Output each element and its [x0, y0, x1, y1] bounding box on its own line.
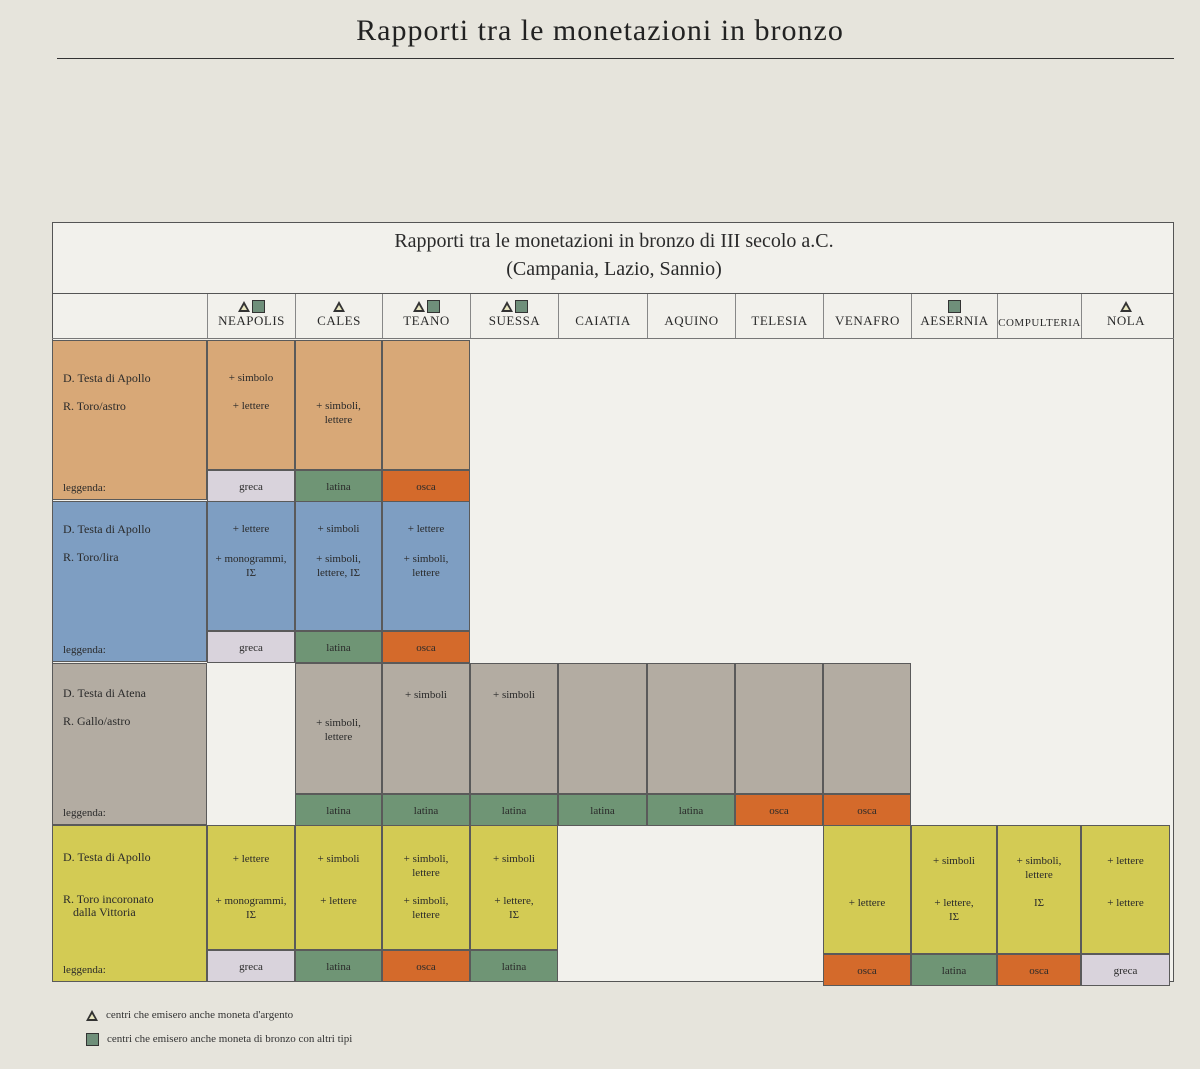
coin-cell: [558, 663, 647, 794]
header-row-rule: [52, 338, 1174, 339]
cell-text: + simboli,: [403, 895, 449, 907]
header-rule: [57, 58, 1174, 59]
legend-label: leggenda:: [63, 964, 106, 976]
column-name: VENAFRO: [835, 313, 900, 328]
cell-text: + simboli,: [1016, 855, 1062, 867]
legend-latina: latina: [558, 794, 647, 826]
triangle-icon: [333, 301, 345, 312]
legend-label: leggenda:: [63, 807, 106, 819]
legend-latina: latina: [295, 631, 382, 663]
coin-cell: [207, 825, 295, 950]
coin-cell: [295, 663, 382, 794]
cell-text: lettere: [324, 414, 353, 426]
coin-cell: [295, 825, 382, 950]
column-name: COMPULTERIA: [998, 317, 1081, 329]
legend-latina: latina: [470, 950, 558, 982]
coin-cell: [382, 663, 470, 794]
row-label: [52, 825, 207, 982]
cell-text: + lettere: [1107, 897, 1144, 909]
legend-greca: greca: [1081, 954, 1170, 986]
triangle-icon: [413, 301, 425, 312]
reverse-label-line2: dalla Vittoria: [73, 905, 136, 919]
legend-label: leggenda:: [63, 482, 106, 494]
cell-text: + simboli: [933, 855, 975, 867]
coin-cell: [470, 663, 558, 794]
coin-cell: [823, 825, 911, 954]
obverse-label: D. Testa di Apollo: [63, 850, 151, 864]
coin-cell: [382, 340, 470, 470]
cell-text: + lettere: [1107, 855, 1144, 867]
column-header: [823, 294, 911, 338]
coin-cell: [1081, 825, 1170, 954]
cell-text: + lettere,: [494, 895, 534, 907]
legend-greca: greca: [207, 950, 295, 982]
reverse-label: R. Toro incoronato: [63, 892, 154, 906]
cell-text: + simboli: [317, 853, 360, 865]
coin-cell: [207, 340, 295, 470]
legend-latina: latina: [295, 470, 382, 502]
legend-latina: latina: [911, 954, 997, 986]
legend-osca: osca: [823, 954, 911, 986]
cell-text: + simboli,: [403, 553, 449, 565]
legend-latina: latina: [295, 794, 382, 826]
column-name: SUESSA: [488, 313, 541, 328]
column-name: NOLA: [1106, 313, 1146, 328]
cell-text: + simboli: [317, 523, 360, 535]
column-header: [470, 294, 558, 338]
column-name: CALES: [317, 313, 361, 328]
cell-text: + lettere: [232, 400, 270, 412]
cell-text: lettere: [412, 909, 440, 921]
column-header: [558, 294, 647, 338]
cell-text: + simboli,: [403, 853, 449, 865]
cell-text: IΣ: [245, 909, 257, 921]
column-header: [911, 294, 997, 338]
cell-text: + simboli: [405, 689, 447, 701]
legend-greca: greca: [207, 470, 295, 502]
cell-text: lettere: [412, 567, 440, 579]
footnote-text: centri che emisero anche moneta di bronzo con altri tipi: [107, 1033, 353, 1045]
coin-cell: [997, 825, 1081, 954]
coin-cell: [823, 663, 911, 794]
cell-text: + simbolo: [228, 372, 274, 384]
cell-text: lettere: [1025, 869, 1053, 881]
legend-latina: latina: [470, 794, 558, 826]
square-icon: [427, 300, 440, 313]
column-header: [295, 294, 382, 338]
coin-cell: [382, 825, 470, 950]
column-name: TEANO: [403, 313, 450, 328]
square-icon: [948, 300, 961, 313]
row-label: [52, 663, 207, 825]
column-header: [735, 294, 823, 338]
cell-text: + lettere: [232, 853, 270, 865]
coin-cell: [735, 663, 823, 794]
cell-text: + simboli,: [316, 717, 361, 729]
column-header: [382, 294, 470, 338]
square-icon: [86, 1033, 99, 1046]
obverse-label: D. Testa di Atena: [63, 686, 146, 700]
reverse-label: R. Toro/astro: [63, 399, 126, 413]
cell-text: + monogrammi,: [215, 895, 287, 907]
cell-text: + lettere: [320, 895, 357, 907]
legend-osca: osca: [382, 631, 470, 663]
coin-cell: [295, 501, 382, 631]
table-title-line1: Rapporti tra le monetazioni in bronzo di III secolo a.C.: [394, 230, 834, 252]
triangle-icon: [86, 1010, 98, 1021]
coin-cell: [295, 340, 382, 470]
coin-cell: [207, 501, 295, 631]
reverse-label: R. Gallo/astro: [63, 714, 131, 728]
cell-text: IΣ: [1033, 897, 1045, 909]
legend-osca: osca: [823, 794, 911, 826]
column-header: [1081, 294, 1170, 338]
legend-osca: osca: [382, 470, 470, 502]
coin-cell: [470, 825, 558, 950]
cell-text: lettere, IΣ: [316, 567, 361, 579]
footnote-silver: [86, 1008, 293, 1021]
legend-label: leggenda:: [63, 644, 106, 656]
legend-latina: latina: [295, 950, 382, 982]
legend-latina: latina: [382, 794, 470, 826]
cell-text: + simboli,: [316, 553, 361, 565]
legend-osca: osca: [735, 794, 823, 826]
column-header: [207, 294, 295, 338]
cell-text: lettere: [412, 867, 440, 879]
footnote-text: centri che emisero anche moneta d'argento: [106, 1008, 294, 1021]
cell-text: + monogrammi,: [215, 553, 287, 565]
obverse-label: D. Testa di Apollo: [63, 522, 151, 536]
footnote-bronze: [86, 1032, 352, 1046]
page-header: Rapporti tra le monetazioni in bronzo: [356, 14, 844, 47]
cell-text: + simboli: [493, 689, 535, 701]
reverse-label: R. Toro/lira: [63, 550, 119, 564]
cell-text: IΣ: [948, 911, 960, 923]
row-label: [52, 340, 207, 500]
legend-osca: osca: [382, 950, 470, 982]
cell-text: IΣ: [508, 909, 520, 921]
table-title-line2: (Campania, Lazio, Sannio): [506, 258, 722, 280]
cell-text: + simboli: [493, 853, 535, 865]
square-icon: [515, 300, 528, 313]
column-header: [997, 294, 1081, 338]
table-title: [54, 227, 1174, 283]
legend-latina: latina: [647, 794, 735, 826]
obverse-label: D. Testa di Apollo: [63, 371, 151, 385]
column-name: CAIATIA: [575, 313, 631, 328]
coin-cell: [382, 501, 470, 631]
cell-text: + lettere: [407, 523, 445, 535]
column-header: [647, 294, 735, 338]
triangle-icon: [238, 301, 250, 312]
cell-text: lettere: [324, 731, 353, 743]
coin-cell: [911, 825, 997, 954]
cell-text: + lettere: [232, 523, 270, 535]
cell-text: IΣ: [245, 567, 257, 579]
square-icon: [252, 300, 265, 313]
triangle-icon: [501, 301, 513, 312]
column-marks: [998, 299, 1081, 315]
legend-osca: osca: [997, 954, 1081, 986]
cell-text: + lettere,: [934, 897, 974, 909]
column-name: AESERNIA: [920, 313, 989, 328]
cell-text: + lettere: [848, 897, 886, 909]
column-name: NEAPOLIS: [218, 313, 285, 328]
triangle-icon: [1120, 301, 1132, 312]
column-name: TELESIA: [751, 313, 808, 328]
legend-greca: greca: [207, 631, 295, 663]
column-name: AQUINO: [664, 313, 719, 328]
row-label: [52, 501, 207, 662]
coin-cell: [647, 663, 735, 794]
cell-text: + simboli,: [316, 400, 361, 412]
